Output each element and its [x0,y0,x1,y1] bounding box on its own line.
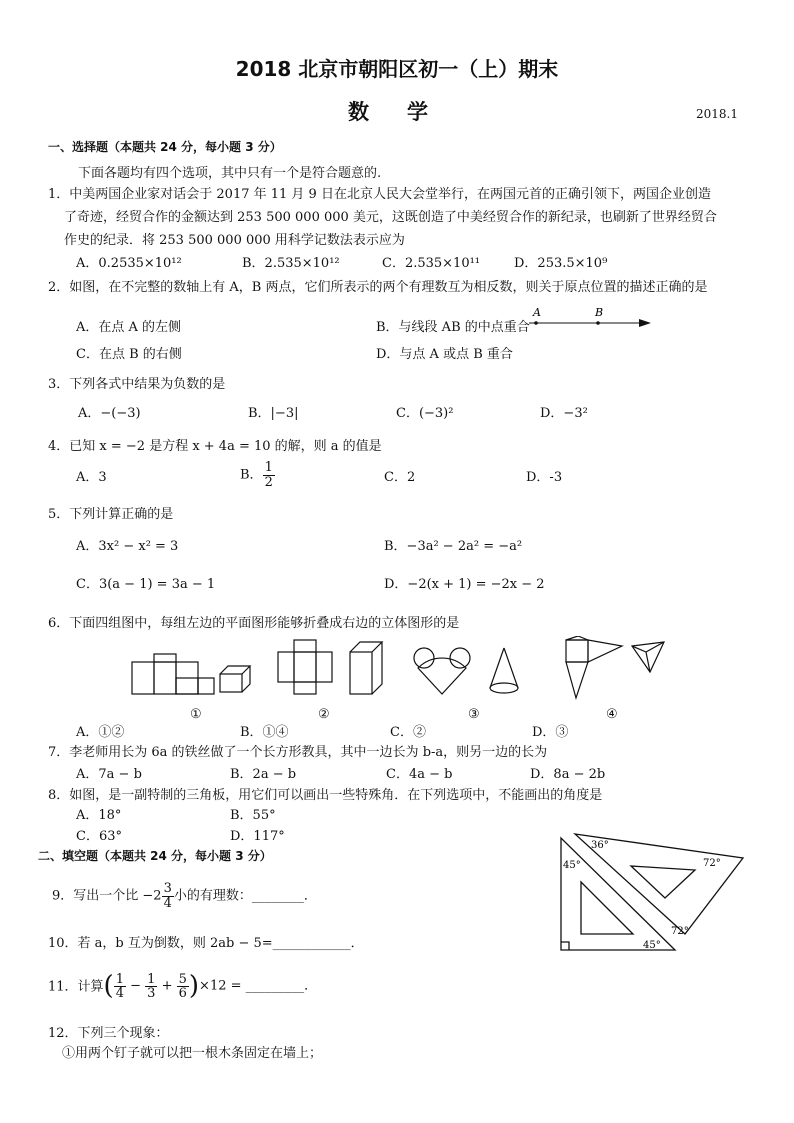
triangle-set-figure [555,830,755,954]
q8-option-c: C．63° [76,829,122,844]
q2-option-b: B．与线段 AB 的中点重合 [376,320,530,335]
section2-heading: 二、填空题（本题共 24 分，每小题 3 分） [38,849,272,863]
q1-line1: 1．中美两国企业家对话会于 2017 年 11 月 9 日在北京人民大会堂举行，在两国元首的正确引领下，两国企业创造 [48,187,711,202]
q4-option-b-fraction [263,461,275,489]
q7-option-d: D．8a − 2b [530,767,606,782]
q5-option-d: D．−2(x + 1) = −2x − 2 [384,577,545,592]
q8-option-d: D．117° [230,829,285,844]
q4-option-a: A．3 [76,470,107,485]
q4-option-c: C．2 [384,470,416,485]
arrow-right-icon [639,319,651,327]
fraction-numerator: 1 [115,971,124,987]
q8-option-a: A．18° [76,808,122,823]
q6-figure-4 [560,636,678,702]
q3-option-c: C．(−3)² [396,406,454,421]
angle-label-72-top: 72° [703,858,721,869]
q1-line3: 作史的纪录．将 253 500 000 000 用科学记数法表示应为 [64,233,405,248]
q5-option-c: C．3(a − 1) = 3a − 1 [76,577,216,592]
q6-label-1: ① [190,707,202,722]
q11-fraction-2 [145,973,157,1001]
point-b-label: B [595,306,604,319]
section1-heading: 一、选择题（本题共 24 分，每小题 3 分） [48,140,282,154]
q6-option-a: A．①② [76,725,125,740]
q1-option-d: D．253.5×10⁹ [514,256,608,271]
fraction-denominator: 4 [163,895,172,911]
q6-figure-3 [410,646,530,700]
angle-label-36: 36° [591,840,609,851]
q3-option-a: A．−(−3) [78,406,141,421]
q10-text: 10．若 a，b 互为倒数，则 2ab − 5=____________． [48,936,364,951]
q11-fraction-3 [177,973,189,1001]
fraction-numerator: 1 [264,460,273,475]
angle-label-45-top: 45° [563,860,581,871]
q11-prefix: 11．计算 [48,979,104,995]
q9-suffix: 小的有理数：________． [173,888,317,904]
q12-stem: 12．下列三个现象： [48,1026,169,1041]
q6-stem: 6．下面四组图中，每组左边的平面图形能够折叠成右边的立体图形的是 [48,616,460,631]
q7-option-c: C．4a − b [386,767,453,782]
exam-date: 2018.1 [696,107,738,121]
q4-option-b [240,461,275,489]
q9-line [52,882,317,910]
point-a-dot [534,321,538,325]
q4-option-d: D．-3 [526,470,563,485]
q6-option-d: D．③ [532,725,569,740]
q11-line: 11．计算( $\frac{1}{4}$ − $\frac{1}{3}$ + $\frac{5}{6}$ )×12 = _________． [48,971,318,1002]
q1-line2: 了奇迹，经贸合作的金额达到 253 500 000 000 美元，这既创造了中美经贸合作的新纪录，也刷新了世界经贸合 [64,210,717,225]
q2-option-d: D．与点 A 或点 B 重合 [376,347,513,362]
q6-option-b: B．①④ [240,725,289,740]
angle-label-45-bottom: 45° [643,940,661,951]
q8-option-b: B．55° [230,808,276,823]
exam-title: 2018 北京市朝阳区初一（上）期末 [235,57,559,81]
q3-option-b: B．|−3| [248,406,299,421]
q6-label-4: ④ [606,707,618,722]
q2-stem: 2．如图，在不完整的数轴上有 A，B 两点，它们所表示的两个有理数互为相反数，则关于原点位置的描述正确的是 [48,280,708,295]
q7-option-b: B．2a − b [230,767,297,782]
q6-figure-2 [272,636,387,700]
fraction-numerator: 1 [147,971,156,987]
q11-suffix: ×12 = _________． [199,978,318,994]
q5-stem: 5．下列计算正确的是 [48,507,174,522]
fraction-denominator: 3 [147,986,156,1002]
q7-option-a: A．7a − b [76,767,142,782]
q4-stem: 4．已知 x = −2 是方程 x + 4a = 10 的解，则 a 的值是 [48,439,382,454]
q9-fraction [162,882,174,910]
q4-option-b-prefix: B． [240,467,263,483]
q6-option-c: C．② [390,725,426,740]
q1-option-b: B．2.535×10¹² [242,256,340,271]
fraction-denominator: 2 [264,474,273,490]
q1-option-a: A．0.2535×10¹² [76,256,182,271]
q6-label-3: ③ [468,707,480,722]
q3-stem: 3．下列各式中结果为负数的是 [48,377,226,392]
q12-item1: ①用两个钉子就可以把一根木条固定在墙上； [62,1046,323,1061]
q5-option-a: A．3x² − x² = 3 [76,539,179,554]
angle-label-72-bottom: 72° [671,926,689,937]
q9-prefix: 9．写出一个比 −2 [52,888,162,904]
fraction-denominator: 4 [115,986,124,1002]
q5-option-b: B．−3a² − 2a² = −a² [384,539,523,554]
q7-stem: 7．李老师用长为 6a 的铁丝做了一个长方形教具，其中一边长为 b-a，则另一边的长为 [48,745,548,760]
subject-title: 数学 [348,100,466,124]
q11-fraction-1 [114,973,126,1001]
q3-option-d: D．−3² [540,406,588,421]
number-line-figure [525,305,655,331]
q2-option-c: C．在点 B 的右侧 [76,347,182,362]
point-b-dot [596,321,600,325]
q6-label-2: ② [318,707,330,722]
q6-figure-1 [128,650,258,700]
fraction-numerator: 5 [178,971,187,987]
q1-option-c: C．2.535×10¹¹ [382,256,481,271]
q8-stem: 8．如图，是一副特制的三角板，用它们可以画出一些特殊角．在下列选项中，不能画出的角度是 [48,788,603,803]
fraction-numerator: 3 [163,881,172,896]
fraction-denominator: 6 [178,986,187,1002]
section1-instruction: 下面各题均有四个选项，其中只有一个是符合题意的. [78,166,382,181]
q2-option-a: A．在点 A 的左侧 [76,320,182,335]
point-a-label: A [533,306,541,319]
